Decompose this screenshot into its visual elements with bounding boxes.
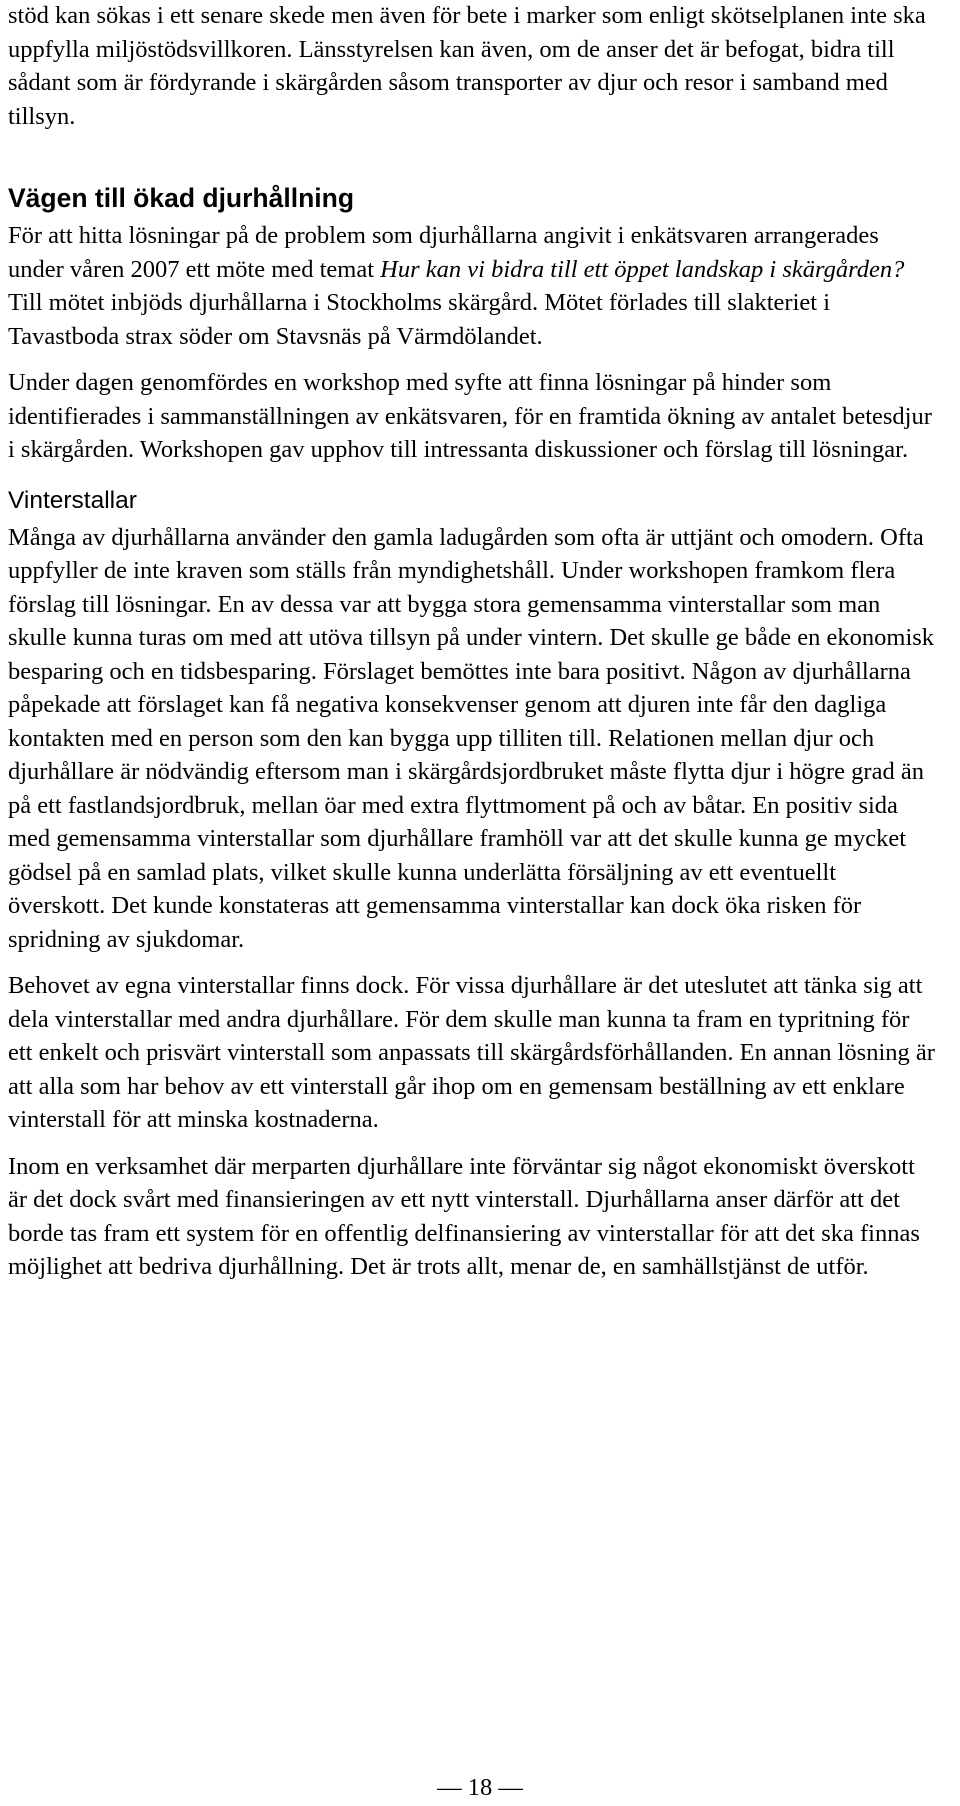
section-heading: Vägen till ökad djurhållning — [8, 183, 355, 213]
intro-paragraph: stöd kan sökas i ett senare skede men även för bete i marker som enligt skötselplanen inte ska uppfylla miljöstödsvillkoren. Länsstyrelsen kan även, om de anser det är befogat, bidra till sådant som är fördyrande i skärgården såsom transporter av djur och resor i samband med tillsyn. — [8, 2, 926, 130]
section-paragraph-1 — [8, 219, 938, 353]
subsection-heading: Vinterstallar — [8, 486, 137, 514]
page-number: — 18 — — [437, 1774, 523, 1801]
subsection-paragraph-1: Många av djurhållarna använder den gamla ladugården som ofta är uttjänt och omodern. Ofta uppfyller de inte kraven som ställs från myndighetshåll. Under workshopen framkom flera förslag till lösningar. En av dessa var att bygga stora gemensamma vinterstallar som man skulle kunna turas om med att utöva tillsyn på under vintern. Det skulle ge både en ekonomisk besparing och en tidsbesparing. Förslaget bemöttes inte bara positivt. Någon av djurhållarna påpekade att förslaget kan få negativa konsekvenser genom att djuren inte får den dagliga kontakten med en person som den kan bygga upp tilliten till. Relationen mellan djur och djurhållare är nödvändig eftersom man i skärgårdsjordbruket måste flytta djur i högre grad än på ett fastlandsjordbruk, mellan öar med extra flyttmoment på och av båtar. En positiv sida med gemensamma vinterstallar som djurhållare framhöll var att det skulle kunna ge mycket gödsel på en samlad plats, vilket skulle kunna underlätta försäljning av ett eventuellt överskott. Det kunde konstateras att gemensamma vinterstallar kan dock öka risken för spridning av sjukdomar. — [8, 523, 935, 953]
subsection-paragraph-2: Behovet av egna vinterstallar finns dock. För vissa djurhållare är det uteslutet att tänka sig att dela vinterstallar med andra djurhållare. För dem skulle man kunna ta fram en typritning för ett enkelt och prisvärt vinterstall som anpassats till skärgårdsförhållanden. En annan lösning är att alla som har behov av ett vinterstall går ihop om en gemensam beställning av ett enklare vinterstall för att minska kostnaderna. — [8, 972, 935, 1133]
section-paragraph-2: Under dagen genomfördes en workshop med syfte att finna lösningar på hinder som identifierades i sammanställningen av enkätsvaren, för en framtida ökning av antalet betesdjur i skärgården. Workshopen gav upphov till intressanta diskussioner och förslag till lösningar. — [8, 369, 932, 463]
section-paragraph-1-end: Till mötet inbjöds djurhållarna i Stockholms skärgård. Mötet förlades till slakteriet i Tavastboda strax söder om Stavsnäs på Värmdölandet. — [8, 289, 831, 350]
section-paragraph-1-start: För att hitta lösningar på de problem som djurhållarna angivit i enkätsvaren arrangerades under våren 2007 ett möte med temat — [8, 222, 879, 283]
meeting-theme: Hur kan vi bidra till ett öppet landskap i skärgården? — [380, 255, 905, 283]
document-page — [8, 0, 938, 1284]
subsection-paragraph-3: Inom en verksamhet där merparten djurhållare inte förväntar sig något ekonomiskt överskott är det dock svårt med finansieringen av ett nytt vinterstall. Djurhållarna anser därför att det borde tas fram ett system för en offentlig delfinansiering av vinterstallar för att det ska finnas möjlighet att bedriva djurhållning. Det är trots allt, menar de, en samhällstjänst de utför. — [8, 1152, 920, 1280]
